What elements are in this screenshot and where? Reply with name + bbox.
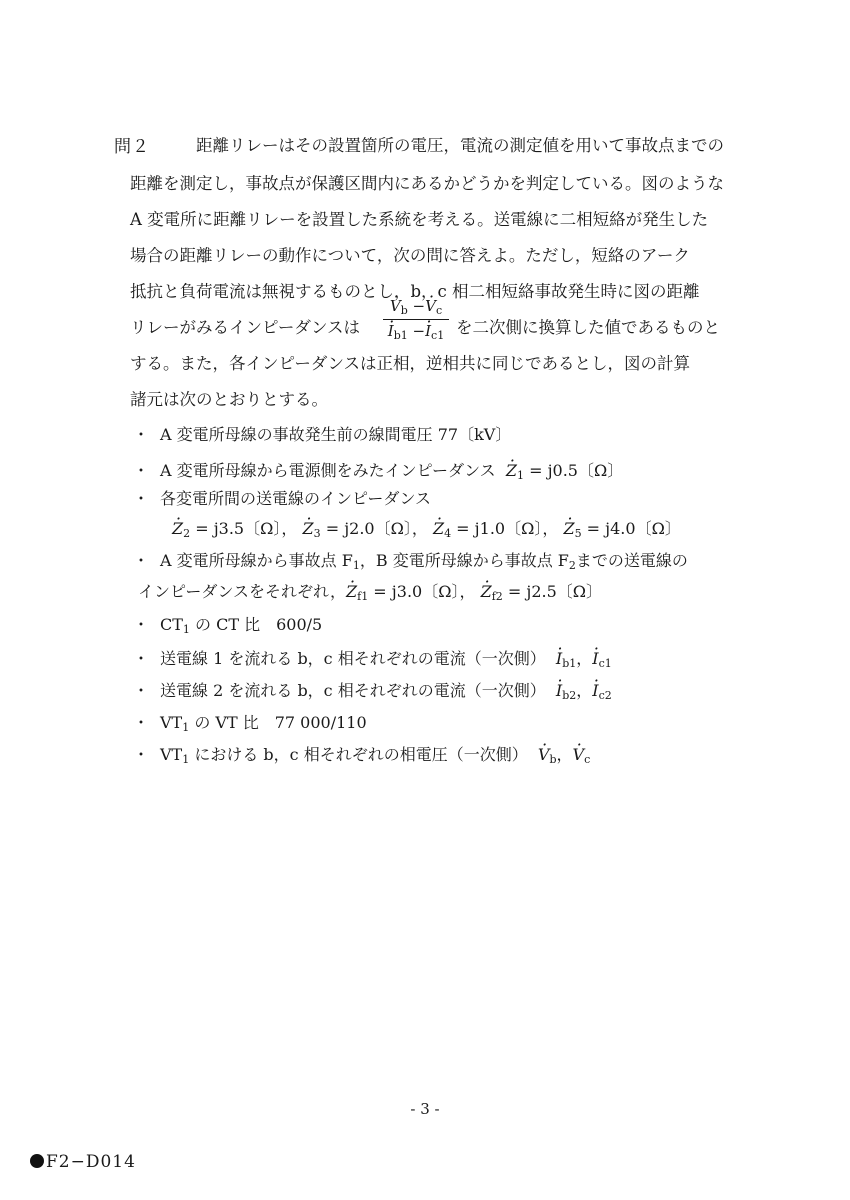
- spec-line-impedance-title: 各変電所間の送電線のインピーダンス: [160, 489, 432, 508]
- spec-line1-currents: 送電線 1 を流れる b，c 相それぞれの電流（一次側） · $I_{b1}$，· $I_{c1}$: [160, 646, 612, 670]
- bullet-mark: ・: [133, 745, 150, 764]
- spec-line-voltage: A 変電所母線の事故発生前の線間電圧 77〔kV〕: [160, 425, 512, 444]
- bullet-mark: ・: [133, 461, 150, 480]
- page-number: - 3 -: [410, 1100, 440, 1118]
- text-after-fraction: を二次側に換算した値であるものと: [456, 318, 720, 337]
- bullet-mark: ・: [133, 713, 150, 732]
- footer-code: [30, 1152, 136, 1172]
- spec-line-impedance-values: · $Z_2 = j3.5$〔Ω〕， · $Z_3 = j2.0$〔Ω〕， · $Z_4 = j1.0$〔Ω〕， · $Z_5 = j4.0$〔Ω〕: [172, 516, 681, 540]
- spec-source-impedance: A 変電所母線から電源側をみたインピーダンス · $Z_1 = j0.5$〔Ω〕: [160, 458, 623, 482]
- fraction-numerator: · $V_b -\cdot V_c$: [383, 297, 449, 320]
- bullet-mark: ・: [133, 649, 150, 668]
- footer-code-text: F2−D014: [46, 1152, 136, 1172]
- spec-phase-voltages: $VT_1$ における b，c 相それぞれの相電圧（一次側） · $V_b$，· $V_c$: [160, 742, 590, 766]
- bullet-mark: ・: [133, 551, 150, 570]
- spec-ct-ratio: $CT_1$ の CT 比 600/5: [160, 615, 323, 636]
- filled-circle-icon: [30, 1154, 44, 1168]
- bullet-mark: ・: [133, 615, 150, 634]
- impedance-fraction: [383, 297, 449, 342]
- text-before-fraction: リレーがみるインピーダンスは: [130, 318, 361, 337]
- spec-fault-impedance-values: インピーダンスをそれぞれ，· $Z_{f1} = j3.0$〔Ω〕， · $Z_{f2} = j2.5$〔Ω〕: [138, 579, 602, 603]
- question-text-line: する。また，各インピーダンスは正相，逆相共に同じであるとし，図の計算: [130, 354, 691, 373]
- bullet-mark: ・: [133, 425, 150, 444]
- spec-vt-ratio: $VT_1$ の VT 比 77 000/110: [160, 713, 367, 734]
- question-text-line: A 変電所に距離リレーを設置した系統を考える。送電線に二相短絡が発生した: [130, 210, 709, 229]
- question-text-line: 場合の距離リレーの動作について，次の問に答えよ。ただし，短絡のアーク: [130, 246, 690, 265]
- question-text-line: 距離リレーはその設置箇所の電圧，電流の測定値を用いて事故点までの: [196, 136, 724, 155]
- spec-line2-currents: 送電線 2 を流れる b，c 相それぞれの電流（一次側） · $I_{b2}$，· $I_{c2}$: [160, 678, 612, 702]
- bullet-mark: ・: [133, 681, 150, 700]
- question-text-line: 諸元は次のとおりとする。: [130, 390, 328, 409]
- question-number: 問２: [114, 137, 150, 157]
- spec-fault-impedance: A 変電所母線から事故点 $F_1$，B 変電所母線から事故点 $F_2$までの送電線の: [160, 551, 688, 572]
- question-text-line: 抵抗と負荷電流は無視するものとし，b，c 相二相短絡事故発生時に図の距離: [130, 282, 700, 301]
- fraction-denominator: · $I_{b1} -\cdot I_{c1}$: [383, 320, 449, 342]
- question-text-line: 距離を測定し，事故点が保護区間内にあるかどうかを判定している。図のような: [130, 174, 724, 193]
- bullet-mark: ・: [133, 489, 150, 508]
